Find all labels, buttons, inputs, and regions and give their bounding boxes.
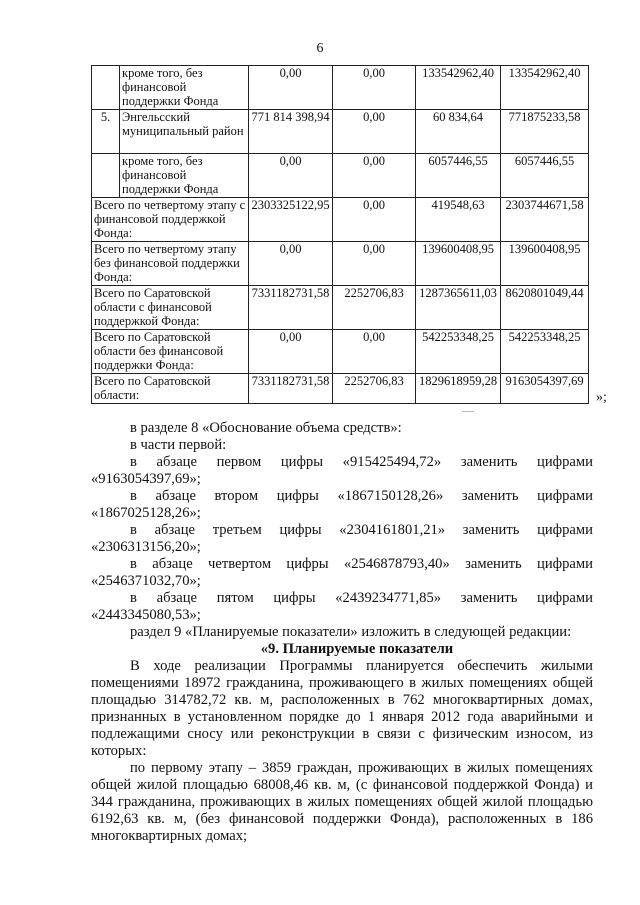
cell-value-2: 0,00 bbox=[333, 154, 416, 198]
cell-value-1: 7331182731,58 bbox=[249, 374, 333, 404]
cell-value-1: 771 814 398,94 bbox=[249, 110, 333, 154]
cell-value-3: 1287365611,03 bbox=[416, 286, 501, 330]
cell-value-2: 0,00 bbox=[333, 66, 416, 110]
row-label: Всего по четвертому этапу без финансовой поддержки Фонда: bbox=[92, 242, 249, 286]
replacement-word: пятом bbox=[216, 590, 254, 606]
table-row bbox=[92, 286, 589, 330]
replacement-word: заменить bbox=[460, 454, 518, 470]
replacement-word: «2439234771,85» bbox=[335, 590, 442, 606]
cell-value-3: 133542962,40 bbox=[416, 66, 501, 110]
cell-value-3: 139600408,95 bbox=[416, 242, 501, 286]
replacement-word: абзаце bbox=[155, 488, 196, 504]
cell-value-4: 139600408,95 bbox=[501, 242, 589, 286]
table-row bbox=[92, 374, 589, 404]
replacement-value: «2443345080,53»; bbox=[91, 607, 201, 623]
row-label: Всего по Саратовской области: bbox=[92, 374, 249, 404]
cell-value-4: 6057446,55 bbox=[501, 154, 589, 198]
cell-value-1: 0,00 bbox=[249, 242, 333, 286]
cell-value-1: 7331182731,58 bbox=[249, 286, 333, 330]
part1-line: в части первой: bbox=[130, 437, 227, 453]
funding-table bbox=[91, 65, 589, 404]
replacement-value: «1867025128,26»; bbox=[91, 505, 201, 521]
replacement-word: абзаце bbox=[152, 556, 193, 572]
replacement-word: четвертом bbox=[208, 556, 272, 572]
replacement-word: втором bbox=[214, 488, 259, 504]
row-label: кроме того, без финансовой поддержки Фонда bbox=[120, 154, 249, 198]
replacement-line bbox=[91, 488, 593, 505]
replacement-word: первом bbox=[216, 454, 262, 470]
cell-value-1: 0,00 bbox=[249, 330, 333, 374]
replacement-word: цифры bbox=[273, 590, 316, 606]
cell-value-4: 133542962,40 bbox=[501, 66, 589, 110]
paragraph-1: В ходе реализации Программы планируется обеспечить жилыми помещениями 18972 гражданина, проживающего в жилых помещениях общей площадью 314782,72 кв. м, расположенных в 762 многоквартирных домах, признанных в установленном порядке до 1 января 2012 года аварийными и подлежащими сносу или реконструкции в связи с физическим износом, из которых: bbox=[91, 658, 593, 759]
cell-value-1: 0,00 bbox=[249, 66, 333, 110]
cell-value-3: 542253348,25 bbox=[416, 330, 501, 374]
cell-value-4: 9163054397,69 bbox=[501, 374, 589, 404]
table-row bbox=[92, 66, 589, 110]
replacement-word: цифрами bbox=[537, 590, 593, 606]
replacement-word: цифрами bbox=[537, 488, 593, 504]
row-label: Всего по Саратовской области без финансовой поддержки Фонда: bbox=[92, 330, 249, 374]
replacement-list bbox=[91, 454, 593, 624]
table-row bbox=[92, 154, 589, 198]
replacement-word: абзаце bbox=[154, 522, 196, 538]
section-heading: «9. Планируемые показатели bbox=[260, 641, 454, 657]
cell-value-4: 2303744671,58 bbox=[501, 198, 589, 242]
replacement-word: «1867150128,26» bbox=[337, 488, 444, 504]
row-label: Энгельсский муниципальный район bbox=[120, 110, 249, 154]
replacement-word: абзаце bbox=[156, 454, 197, 470]
replacement-line bbox=[91, 556, 593, 573]
replacement-word: в bbox=[130, 454, 137, 470]
replacement-word: «2304161801,21» bbox=[339, 522, 446, 538]
table-row bbox=[92, 110, 589, 154]
replacement-word: цифрами bbox=[537, 522, 593, 538]
cell-value-4: 8620801049,44 bbox=[501, 286, 589, 330]
cell-value-4: 771875233,58 bbox=[501, 110, 589, 154]
cell-value-2: 2252706,83 bbox=[333, 374, 416, 404]
replacement-word: в bbox=[130, 522, 137, 538]
cell-value-2: 0,00 bbox=[333, 242, 416, 286]
replacement-word: «2546878793,40» bbox=[343, 556, 450, 572]
cell-value-4: 542253348,25 bbox=[501, 330, 589, 374]
row-number bbox=[92, 154, 120, 198]
cell-value-2: 2252706,83 bbox=[333, 286, 416, 330]
replacement-word: в bbox=[130, 488, 137, 504]
cell-value-2: 0,00 bbox=[333, 198, 416, 242]
amendment-text bbox=[91, 420, 593, 845]
cell-value-2: 0,00 bbox=[333, 110, 416, 154]
replacement-word: заменить bbox=[461, 488, 519, 504]
row-number: 5. bbox=[92, 110, 120, 154]
page-number: 6 bbox=[316, 41, 324, 56]
cell-value-2: 0,00 bbox=[333, 330, 416, 374]
replacement-line bbox=[91, 522, 593, 539]
replacement-word: заменить bbox=[460, 590, 518, 606]
replacement-word: заменить bbox=[462, 522, 520, 538]
replacement-word: заменить bbox=[465, 556, 522, 572]
replacement-word: абзаце bbox=[156, 590, 198, 606]
replacement-value: «2546371032,70»; bbox=[91, 573, 201, 589]
replacement-value: «2306313156,20»; bbox=[91, 539, 201, 555]
replacement-line bbox=[91, 454, 593, 471]
closing-quote: »; bbox=[596, 390, 607, 405]
replacement-value: «9163054397,69»; bbox=[91, 471, 201, 487]
replacement-word: цифры bbox=[276, 488, 319, 504]
replacement-word: в bbox=[130, 556, 137, 572]
replacement-word: цифры bbox=[286, 556, 329, 572]
row-label: кроме того, без финансовой поддержки Фонда bbox=[120, 66, 249, 110]
replacement-word: цифрами bbox=[537, 556, 593, 572]
replacement-word: цифры bbox=[280, 454, 324, 470]
table-row bbox=[92, 330, 589, 374]
cell-value-1: 2303325122,95 bbox=[249, 198, 333, 242]
replacement-word: «915425494,72» bbox=[342, 454, 442, 470]
table-row bbox=[92, 198, 589, 242]
paragraph-2: по первому этапу – 3859 граждан, проживающих в жилых помещениях общей жилой площадью 68008,46 кв. м, (с финансовой поддержкой Фонда) и 344 гражданина, проживающих в жилых помещениях общей жилой площадью 6192,63 кв. м, (без финансовой поддержки Фонда), расположенных в 186 многоквартирных домах; bbox=[91, 760, 593, 844]
table-row bbox=[92, 242, 589, 286]
replacement-word: в bbox=[130, 590, 137, 606]
cell-value-3: 1829618959,28 bbox=[416, 374, 501, 404]
row-label: Всего по четвертому этапу с финансовой поддержкой Фонда: bbox=[92, 198, 249, 242]
replacement-word: третьем bbox=[212, 522, 262, 538]
replacement-word: цифры bbox=[279, 522, 322, 538]
cell-value-3: 6057446,55 bbox=[416, 154, 501, 198]
section9-line: раздел 9 «Планируемые показатели» изложить в следующей редакции: bbox=[130, 624, 572, 640]
cell-value-1: 0,00 bbox=[249, 154, 333, 198]
replacement-line bbox=[91, 590, 593, 607]
row-label: Всего по Саратовской области с финансовой поддержкой Фонда: bbox=[92, 286, 249, 330]
section8-line: в разделе 8 «Обоснование объема средств»: bbox=[130, 420, 402, 436]
cell-value-3: 419548,63 bbox=[416, 198, 501, 242]
replacement-word: цифрами bbox=[537, 454, 593, 470]
cell-value-3: 60 834,64 bbox=[416, 110, 501, 154]
row-number bbox=[92, 66, 120, 110]
divider bbox=[462, 411, 474, 412]
